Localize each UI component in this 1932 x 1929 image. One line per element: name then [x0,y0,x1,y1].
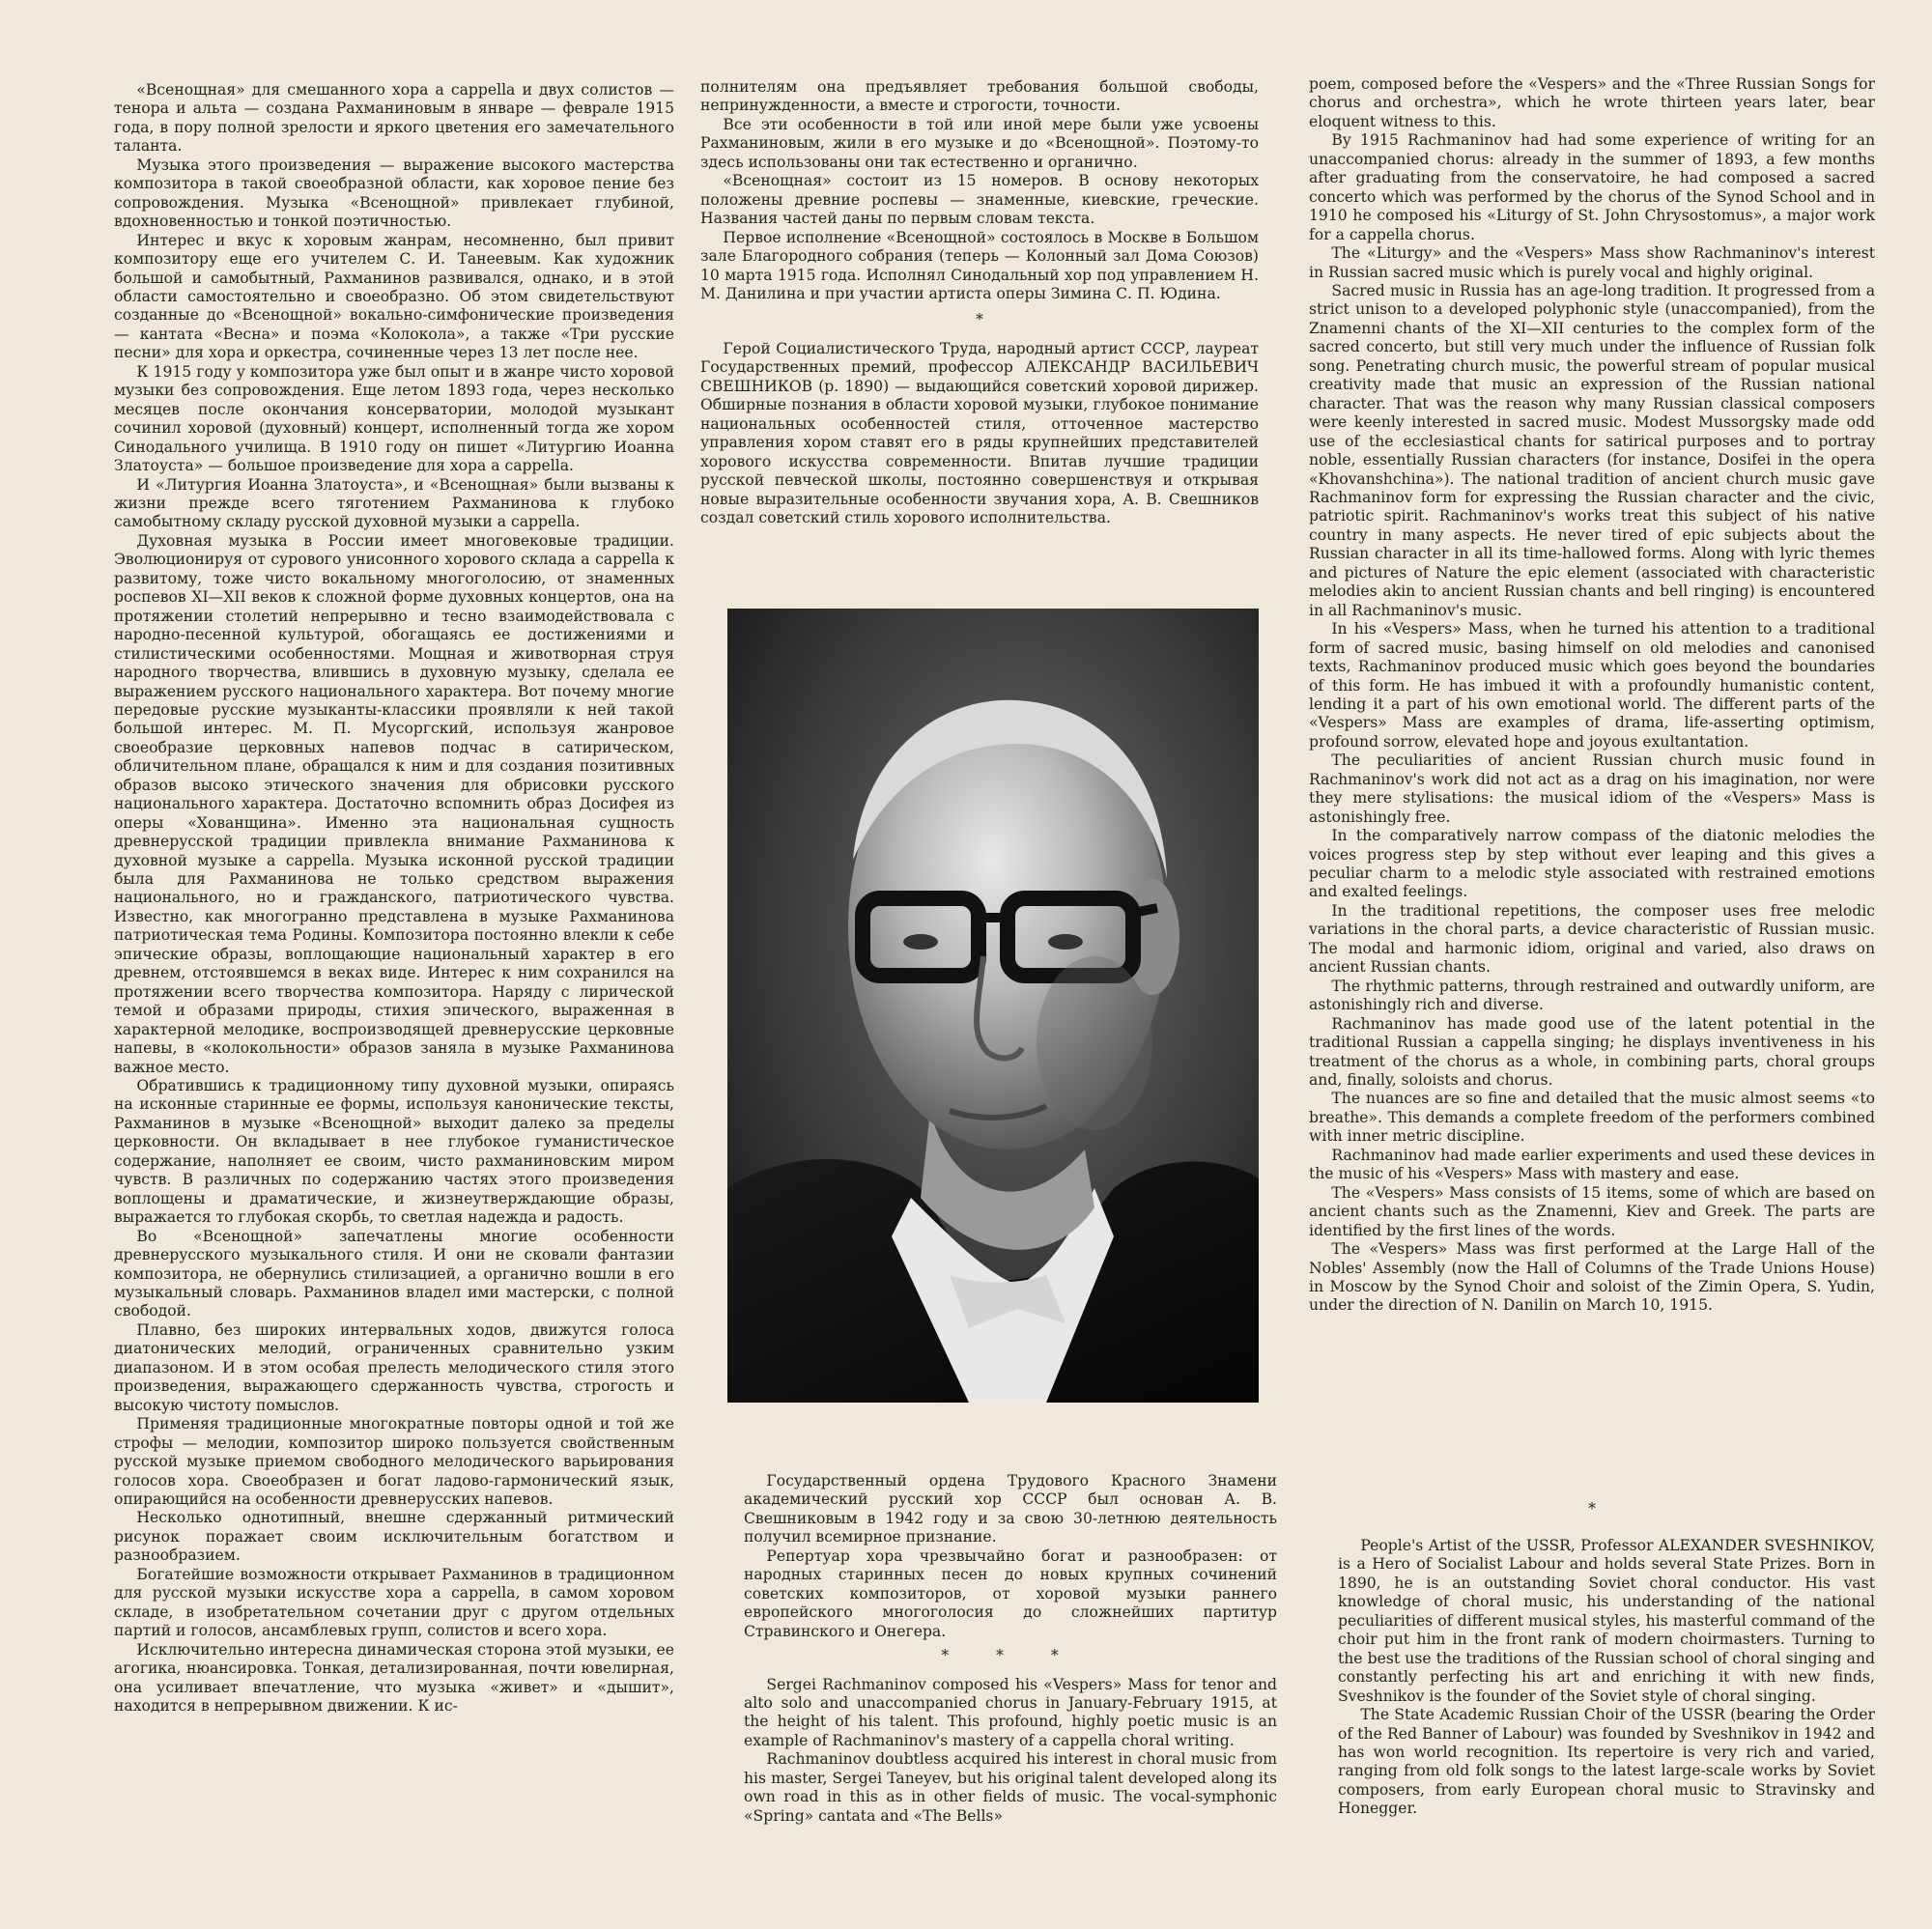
english-text-column-right [1309,75,1875,1316]
paragraph: Несколько однотипный, внешне сдержанный ритмический рисунок поражает своим исключительным богатством и разнообразием. [114,1509,674,1565]
russian-text-column-middle [700,78,1259,527]
paragraph: Sergei Rachmaninov composed his «Vespers» Mass for tenor and alto solo and unaccompanied chorus in January-February 1915, at the height of his talent. This profound, highly poetic music is an example of Rachmaninov's mastery of a cappella choral writing. [744,1675,1277,1749]
english-conductor-bio [1338,1537,1875,1819]
paragraph: The peculiarities of ancient Russian church music found in Rachmaninov's work did not act as a drag on his imagination, nor were they mere stylisations: the musical idiom of the «Vespers» Mass is astonishingly free. [1309,752,1875,826]
paragraph: Обратившись к традиционному типу духовной музыки, опираясь на исконные старинные ее формы, используя канонические тексты, Рахманинов в музыке «Всенощной» выходит далеко за пределы церковности. Он вкладывает в нее глубокое гуманистическое содержание, наполняет ее своим, чисто рахманиновским миром чувств. В различных по содержанию частях этого произведения воплощены и драматические, и жизнеутверждающие образы, выражается то глубокая скорбь, то светлая надежда и радость. [114,1077,674,1227]
conductor-bio-paragraph: Герой Социалистического Труда, народный артист СССР, лауреат Государственных премий, профессор АЛЕКСАНДР ВАСИЛЬЕВИЧ СВЕШНИКОВ (р. 1890) — выдающийся советский хоровой дирижер. Обширные познания в области хоровой музыки, глубокое понимание национальных особенностей стиля, отточенное мастерство управления хором ставят его в ряды крупнейших представителей хорового искусства современности. Впитав лучшие традиции русской певческой школы, постоянно совершенствуя и открывая новые выразительные особенности звучания хора, А. В. Свешников создал советский стиль хорового исполнительства. [700,339,1259,526]
paragraph: Богатейшие возможности открывает Рахманинов в традиционном для русской музыки искусстве хора а cappella, в самом хоровом складе, в изобретательном сочетании друг с другом отдельных партий и голосов, ансамблевых групп, солистов и всего хора. [114,1565,674,1640]
paragraph: In his «Vespers» Mass, when he turned his attention to a traditional form of sacred music, basing himself on old melodies and canonised texts, Rachmaninov produced music which goes beyond the boundaries of this form. He has imbued it with a profoundly humanistic content, lending it a part of his own emotional world. The different parts of the «Vespers» Mass are examples of drama, life-asserting optimism, profound sorrow, elevated hope and joyous exultantation. [1309,620,1875,751]
paragraph: Духовная музыка в России имеет многовековые традиции. Эволюционируя от сурового унисонного хорового склада а cappella к развитому, тоже чисто вокальному многоголосию, от знаменных роспевов XI—XII веков к сложной форме духовных концертов, она на протяжении столетий непрерывно и тесно взаимодействовала с народно-песенной культурой, обогащаясь ее достижениями и стилистическими особенностями. Мощная и животворная струя народного творчества, влившись в духовную музыку, сделала ее выражением русского национального характера. Вот почему многие передовые русские музыканты-классики проявляли к ней такой большой интерес. М. П. Мусоргский, используя жанровое своеобразие церковных напевов подчас в сатирическом, обличительном плане, обращался к ним и для создания позитивных образов высоко этического значения для обрисовки русского национального характера. Достаточно вспомнить образ Досифея из оперы «Хованщина». Именно эта национальная сущность древнерусской традиции привлекла внимание Рахманинова к духовной музыке а cappella. Музыка исконной русской традиции была для Рахманинова не только средством выражения национального, но и гражданского, патриотического чувства. Известно, как многогранно представлена в музыке Рахманинова патриотическая тема Родины. Композитора постоянно влекли к себе эпические образы, воплощающие национальный характер в его древнем, отстоявшемся в веках виде. Интерес к ним сохранился на протяжении всего творчества композитора. Наряду с лирической темой и образами природы, стихия эпического, выраженная в характерной мелодике, воспроизводящей древнерусские церковные напевы, в «колокольности» образов заняла в музыке Рахманинова важное место. [114,531,674,1076]
paragraph: «Всенощная» состоит из 15 номеров. В основу некоторых положены древние роспевы — знаменные, киевские, греческие. Названия частей даны по первым словам текста. [700,172,1259,228]
paragraph: Государственный ордена Трудового Красного Знамени академический русский хор СССР был основан А. В. Свешниковым в 1942 году и за свою 30-летнюю деятельность получил всемирное признание. [744,1472,1277,1546]
paragraph: Rachmaninov doubtless acquired his interest in choral music from his master, Sergei Taneyev, but his original talent developed along its own road in this as in other fields of music. The vocal-symphonic «Spring» cantata and «The Bells» [744,1750,1277,1825]
paragraph: Первое исполнение «Всенощной» состоялось в Москве в Большом зале Благородного собрания (теперь — Колонный зал Дома Союзов) 10 марта 1915 года. Исполнял Синодальный хор под управлением Н. М. Данилина и при участии артиста оперы Зимина С. П. Юдина. [700,228,1259,302]
paragraph: The nuances are so fine and detailed that the music almost seems «to breathe». This demands a complete freedom of the performers combined with inner metric discipline. [1309,1090,1875,1146]
paragraph: Rachmaninov had made earlier experiments and used these devices in the music of his «Vespers» Mass with mastery and ease. [1309,1146,1875,1183]
paragraph: The «Vespers» Mass consists of 15 items, some of which are based on ancient chants such as the Znamenni, Kiev and Greek. The parts are identified by the first lines of the words. [1309,1183,1875,1239]
paragraph: Во «Всенощной» запечатлены многие особенности древнерусского музыкального стиля. И они не сковали фантазии композитора, не обернулись стилизацией, а органично вошли в его музыкальный словарь. Рахманинов владел ими мастерски, с полной свободой. [114,1227,674,1320]
paragraph: Применяя традиционные многократные повторы одной и той же строфы — мелодии, композитор широко пользуется свойственным русской музыке приемом свободного мелодического варьирования голосов хора. Своеобразен и богат ладово-гармонический язык, опирающийся на особенности древнерусских напевов. [114,1415,674,1508]
section-separator-triple: * * * [941,1647,1080,1665]
paragraph: By 1915 Rachmaninov had had some experience of writing for an unaccompanied chorus: already in the summer of 1893, a few months after graduating from the conservatoire, he had composed a sacred concerto which was performed by the chorus of the Synod School and in 1910 he composed his «Liturgy of St. John Chrysostomus», a major work for a cappella chorus. [1309,131,1875,243]
choir-text-block [744,1472,1277,1826]
section-separator: * [976,311,983,329]
paragraph: Исключительно интересна динамическая сторона этой музыки, ее агогика, нюансировка. Тонкая, детализированная, почти ювелирная, она усиливает впечатление, что музыка «живет» и «дышит», находится в непрерывном движении. К ис- [114,1640,674,1715]
section-separator: * [1588,1500,1596,1518]
paragraph: Sacred music in Russia has an age-long tradition. It progressed from a strict unison to a developed polyphonic style (unaccompanied), from the Znamenni chants of the XI—XII centuries to the complex form of the sacred concerto, but still very much under the influence of Russian folk song. Penetrating church music, the powerful stream of popular musical creativity made that music an expression of the Russian national character. That was the reason why many Russian classical composers were keenly interested in sacred music. Modest Mussorgsky made odd use of the ecclesiastical chants for satirical purposes and to portray noble, essentially Russian characters (for instance, Dosifei in the opera «Khovanshchina»). The national tradition of ancient church music gave Rachmaninov form for expressing the Russian character and the civic, patriotic spirit. Rachmaninov's works treat this subject of his native country in many aspects. He never tired of epic subjects about the Russian character in all its time-hallowed forms. Along with lyric themes and pictures of Nature the epic element (associated with characteristic melodies akin to ancient Russian chants and bell ringing) is encountered in all Rachmaninov's music. [1309,281,1875,619]
paragraph: In the comparatively narrow compass of the diatonic melodies the voices progress step by step without ever leaping and this gives a peculiar charm to a melodic style associated with restrained emotions and exalted feelings. [1309,827,1875,901]
paragraph: «Всенощная» для смешанного хора а cappella и двух солистов — тенора и альта — создана Рахманиновым в январе — феврале 1915 года, в пору полной зрелости и яркого цветения его замечательного таланта. [114,81,674,156]
russian-text-column-left [114,81,674,1716]
paragraph: The rhythmic patterns, through restrained and outwardly uniform, are astonishingly rich and diverse. [1309,977,1875,1014]
paragraph: People's Artist of the USSR, Professor ALEXANDER SVESHNIKOV, is a Hero of Socialist Labour and holds several State Prizes. Born in 1890, he is an outstanding Soviet choral conductor. His vast knowledge of choral music, his understanding of the national peculiarities of different musical styles, his masterful command of the choir put him in the front rank of modern choirmasters. Turning to the best use the traditions of the Russian school of choral singing and constantly perfecting his art and enriching it with new finds, Sveshnikov is the founder of the Soviet style of choral singing. [1338,1537,1875,1705]
conductor-portrait-photo [727,609,1259,1403]
paragraph: Плавно, без широких интервальных ходов, движутся голоса диатонических мелодий, ограниченных сравнительно узким диапазоном. И в этом особая прелесть мелодического стиля этого произведения, выражающего сдержанность чувства, строгость и высокую чистоту помыслов. [114,1320,674,1414]
paragraph: Rachmaninov has made good use of the latent potential in the traditional Russian a cappella singing; he displays inventiveness in his treatment of the chorus as a whole, in combining parts, choral groups and, finally, soloists and chorus. [1309,1014,1875,1090]
paragraph: полнителям она предъявляет требования большой свободы, непринужденности, а вместе и строгости, точности. [700,78,1259,115]
paragraph: poem, composed before the «Vespers» and the «Three Russian Songs for chorus and orchestra», which he wrote thirteen years later, bear eloquent witness to this. [1309,75,1875,130]
portrait-photo-icon [727,609,1259,1403]
paragraph: Интерес и вкус к хоровым жанрам, несомненно, был привит композитору еще его учителем С. И. Танеевым. Как художник большой и самобытный, Рахманинов развивался, однако, и в этой области самостоятельно и своеобразно. Об этом свидетельствуют созданные до «Всенощной» вокально-симфонические произведения — кантата «Весна» и поэма «Колокола», а также «Три русские песни» для хора и оркестра, сочиненные через 13 лет после нее. [114,231,674,362]
paragraph: The «Vespers» Mass was first performed at the Large Hall of the Nobles' Assembly (now the Hall of Columns of the Trade Unions House) in Moscow by the Synod Choir and soloist of the Zimin Opera, S. Yudin, under the direction of N. Danilin on March 10, 1915. [1309,1240,1875,1315]
paragraph: Репертуар хора чрезвычайно богат и разнообразен: от народных старинных песен до новых крупных сочинений советских композиторов, от хоровой музыки раннего европейского многоголосия до сложнейших партитур Стравинского и Онегера. [744,1546,1277,1640]
paragraph: The «Liturgy» and the «Vespers» Mass show Rachmaninov's interest in Russian sacred music which is purely vocal and highly original. [1309,244,1875,281]
paragraph: Музыка этого произведения — выражение высокого мастерства композитора в такой своеобразной области, как хоровое пение без сопровождения. Музыка «Всенощной» привлекает глубиной, вдохновенностью и тонкой поэтичностью. [114,156,674,231]
right-separator-block [1309,1492,1875,1528]
paragraph: The State Academic Russian Choir of the USSR (bearing the Order of the Red Banner of Labour) was founded by Sveshnikov in 1942 and has won world recognition. Its repertoire is very rich and varied, ranging from old folk songs to the latest large-scale works by Soviet composers, from early European choral music to Stravinsky and Honegger. [1338,1706,1875,1818]
paragraph: In the traditional repetitions, the composer uses free melodic variations in the choral parts, a device characteristic of Russian music. The modal and harmonic idiom, original and varied, also draws on ancient Russian chants. [1309,901,1875,977]
paragraph: И «Литургия Иоанна Златоуста», и «Всенощная» были вызваны к жизни прежде всего тяготением Рахманинова к глубоко самобытному складу русской духовной музыки а cappella. [114,475,674,531]
paragraph: К 1915 году у композитора уже был опыт и в жанре чисто хоровой музыки без сопровождения. Еще летом 1893 года, через несколько месяцев после окончания консерватории, молодой музыкант сочинил хоровой (духовный) концерт, исполненный тогда же хором Синодального училища. В 1910 году он пишет «Литургию Иоанна Златоуста» — большое произведение для хора а cappella. [114,362,674,475]
paragraph: Все эти особенности в той или иной мере были уже усвоены Рахманиновым, жили в его музыке и до «Всенощной». Поэтому-то здесь использованы они так естественно и органично. [700,115,1259,171]
